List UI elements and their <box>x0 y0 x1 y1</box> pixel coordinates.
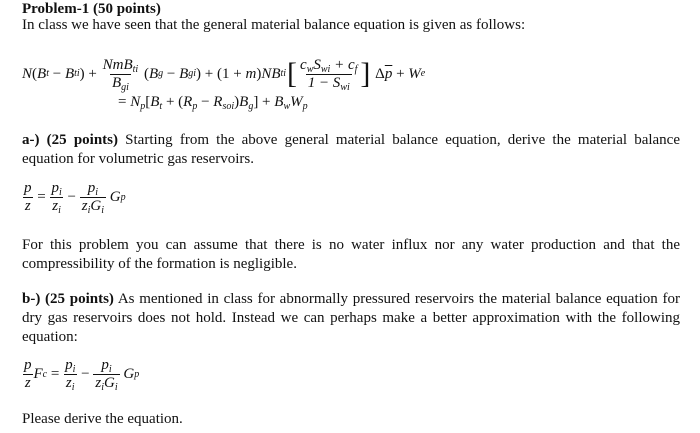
mbe-fraction: $\frac{NmB_{ti}}{B_{gi}}$ <box>102 56 139 93</box>
part-a-text <box>22 131 680 169</box>
intro-text: In class we have seen that the general material balance equation is given as follows: <box>22 17 526 33</box>
general-mbe-line1: N ( B t − B ti ) + $\frac{NmB_{ti}}{B_{gi}}$ ( B g − B gi ) + (1 + m ) NB ti [ $\frac{c_wS_{wi} + c_f}{1 - S_{wi}}$ ] Δ $\overline{p}$ + W e <box>22 56 426 93</box>
part-b-body: As mentioned in class for abnormally pressured reservoirs the material balance equation for dry gas reservoirs does not hold. Instead we can perhaps make a better approximation with the following equation: <box>22 291 680 345</box>
abnormal-pressure-equation: $\frac{p}{z}$ F c = $\frac{p_i}{z_i}$ − $\frac{p_i}{z_iG_i}$ G p <box>24 357 140 393</box>
volumetric-gas-equation: $\frac{p}{z}$ = $\frac{p_i}{z_i}$ − $\frac{p_i}{z_iG_i}$ G p <box>24 180 126 216</box>
part-b-label: b-) (25 points) <box>22 291 114 307</box>
closing-instruction: Please derive the equation. <box>22 411 183 427</box>
problem-title: Problem-1 (50 points) <box>22 1 161 17</box>
general-mbe-line2: = $N_p[B_t + (R_p - R_{soi})B_g] + B_wW_p$ <box>118 94 308 112</box>
part-a-label: a-) (25 points) <box>22 132 118 148</box>
part-b-text <box>22 290 680 347</box>
compressibility-fraction: $\frac{c_wS_{wi} + c_f}{1 - S_{wi}}$ <box>300 56 358 93</box>
part-a-body: Starting from the above general material balance equation, derive the material balance equation for volumetric gas reservoirs. <box>22 132 680 167</box>
assumption-note: For this problem you can assume that there is no water influx nor any water production and that the compressibility of the formation is negligible. <box>22 237 680 272</box>
